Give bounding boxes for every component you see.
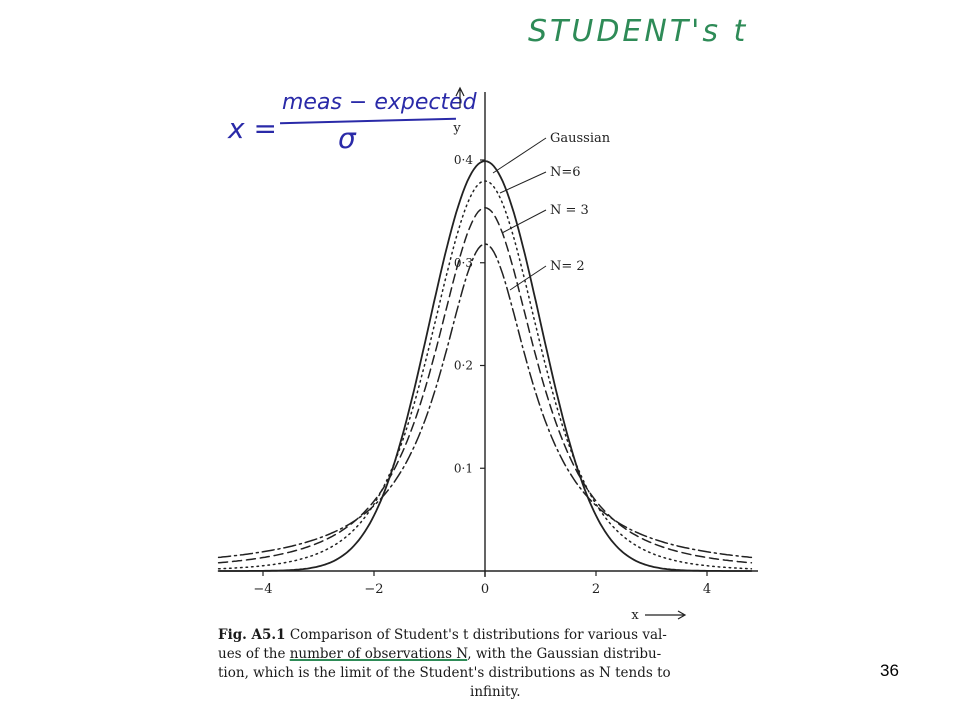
caption-line-4: infinity. <box>470 684 521 700</box>
x-tick-label: −2 <box>364 582 384 597</box>
unused-arrow <box>731 86 739 108</box>
series-label-0: Gaussian <box>550 131 611 146</box>
formula-lhs: x = <box>228 112 277 145</box>
series-label-1: N=6 <box>550 165 581 180</box>
y-tick-label: 0·3 <box>453 255 473 270</box>
y-axis-label: y <box>453 121 461 136</box>
formula-denominator: σ <box>338 122 356 155</box>
series-leader-0 <box>493 138 546 173</box>
x-tick-label: 4 <box>702 582 712 597</box>
x-axis-label: x <box>631 608 639 620</box>
series-label-2: N = 3 <box>550 203 589 218</box>
caption-line-3: tion, which is the limit of the Student's distributions as N tends to <box>218 665 671 681</box>
y-tick-label: 0·2 <box>453 358 473 373</box>
caption-label: Fig. A5.1 <box>218 627 286 643</box>
caption-line-2b: , with the Gaussian distribu- <box>467 646 662 662</box>
formula-numerator: meas − expected <box>282 90 477 115</box>
series-leader-1 <box>500 172 546 193</box>
x-axis-arrow <box>645 611 685 619</box>
student-t-chart <box>210 80 770 620</box>
y-tick-label: 0·4 <box>453 153 473 167</box>
x-tick-label: 0 <box>480 582 490 597</box>
caption-line-1: Comparison of Student's t distributions for various val- <box>289 627 667 643</box>
y-tick-label: 0·1 <box>453 461 473 476</box>
x-tick-label: −4 <box>253 582 273 597</box>
x-tick-label: 2 <box>591 582 601 597</box>
y-axis-arrow <box>456 88 464 108</box>
figure-caption <box>218 626 766 702</box>
handwritten-title: STUDENT's t <box>528 14 749 49</box>
caption-line-2-underlined: number of observations N <box>289 646 468 662</box>
series-label-3: N= 2 <box>550 259 585 274</box>
page-number: 36 <box>880 661 899 680</box>
caption-line-2a: ues of the <box>218 646 290 662</box>
